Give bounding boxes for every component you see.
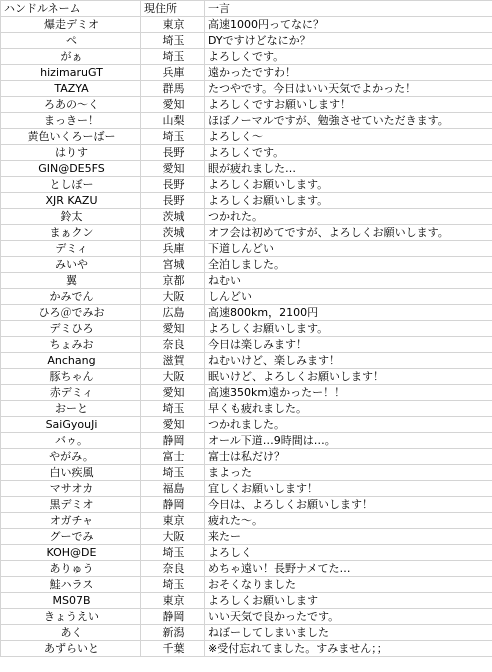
cell-residence[interactable]: 愛知 [141,321,205,337]
cell-comment[interactable]: ねむい [205,273,492,289]
cell-handle-name[interactable]: バゥ。 [1,433,141,449]
cell-residence[interactable]: 山梨 [141,113,205,129]
table-row [1,625,492,641]
cell-comment[interactable]: 眼が疲れました… [205,161,492,177]
cell-residence[interactable]: 東京 [141,593,205,609]
table-row [1,481,492,497]
cell-comment[interactable]: 宜しくお願いします！ [205,481,492,497]
cell-comment[interactable]: おそくなりました [205,577,492,593]
cell-comment[interactable]: ねむいけど、楽しみます！ [205,353,492,369]
cell-comment[interactable]: 今日は、よろしくお願いします！ [205,497,492,513]
table-row [1,65,492,81]
table-row [1,417,492,433]
table-row [1,641,492,657]
cell-comment[interactable]: 疲れた～。 [205,513,492,529]
cell-residence[interactable]: 京都 [141,273,205,289]
cell-handle-name[interactable]: MS07B [1,593,141,609]
cell-comment[interactable]: 富士は私だけ？ [205,449,492,465]
cell-residence[interactable]: 兵庫 [141,241,205,257]
cell-residence[interactable]: 千葉 [141,641,205,657]
cell-residence[interactable]: 奈良 [141,561,205,577]
cell-residence[interactable]: 大阪 [141,289,205,305]
cell-residence[interactable]: 大阪 [141,369,205,385]
cell-handle-name[interactable]: 翼 [1,273,141,289]
cell-comment[interactable]: よろしく～ [205,129,492,145]
cell-handle-name[interactable]: 白い疾風 [1,465,141,481]
cell-residence[interactable]: 茨城 [141,225,205,241]
cell-comment[interactable]: ねぼーしてしまいました [205,625,492,641]
cell-comment[interactable]: 高速350km遠かったー！！ [205,385,492,401]
cell-handle-name[interactable]: ちょみお [1,337,141,353]
cell-residence[interactable]: 兵庫 [141,65,205,81]
cell-residence[interactable]: 広島 [141,305,205,321]
table-row [1,513,492,529]
cell-handle-name[interactable]: デミィ [1,241,141,257]
cell-handle-name[interactable]: XJR KAZU [1,193,141,209]
table-row [1,369,492,385]
cell-handle-name[interactable]: オガチャ [1,513,141,529]
cell-residence[interactable]: 群馬 [141,81,205,97]
cell-residence[interactable]: 愛知 [141,97,205,113]
table-row [1,561,492,577]
cell-handle-name[interactable]: ひろ＠でみお [1,305,141,321]
table-row [1,385,492,401]
cell-residence[interactable]: 滋賀 [141,353,205,369]
cell-residence[interactable]: 長野 [141,193,205,209]
cell-comment[interactable]: よろしくです。 [205,49,492,65]
cell-residence[interactable]: 愛知 [141,385,205,401]
cell-comment[interactable]: 来たー [205,529,492,545]
cell-handle-name[interactable]: あずらいと [1,641,141,657]
cell-residence[interactable]: 東京 [141,513,205,529]
table-row [1,113,492,129]
cell-comment[interactable]: 高速1000円ってなに？ [205,17,492,33]
cell-comment[interactable]: オール下道…9時間は…。 [205,433,492,449]
cell-handle-name[interactable]: がぁ [1,49,141,65]
cell-comment[interactable]: よろしくお願いします [205,593,492,609]
table-row [1,177,492,193]
cell-handle-name[interactable]: グーでみ [1,529,141,545]
cell-comment[interactable]: しんどい [205,289,492,305]
cell-handle-name[interactable]: TAZYA [1,81,141,97]
cell-comment[interactable]: つかれました。 [205,417,492,433]
cell-residence[interactable]: 大阪 [141,529,205,545]
table-row [1,273,492,289]
cell-residence[interactable]: 埼玉 [141,465,205,481]
cell-residence[interactable]: 静岡 [141,609,205,625]
cell-residence[interactable]: 富士 [141,449,205,465]
table-row [1,577,492,593]
cell-handle-name[interactable]: ペ [1,33,141,49]
cell-handle-name[interactable]: まっきー！ [1,113,141,129]
cell-comment[interactable]: オフ会は初めてですが、よろしくお願いします。 [205,225,492,241]
table-row [1,161,492,177]
table-row [1,97,492,113]
cell-residence[interactable]: 愛知 [141,417,205,433]
table-row [1,289,492,305]
cell-handle-name[interactable]: GIN@DE5FS [1,161,141,177]
header-comment[interactable]: 一言 [205,1,492,17]
cell-residence[interactable]: 奈良 [141,337,205,353]
table-row [1,353,492,369]
cell-handle-name[interactable]: マサオカ [1,481,141,497]
cell-comment[interactable]: よろしくお願いします。 [205,193,492,209]
cell-handle-name[interactable]: 黒デミオ [1,497,141,513]
table-row [1,49,492,65]
cell-comment[interactable]: 全泊しました。 [205,257,492,273]
cell-residence[interactable]: 長野 [141,145,205,161]
cell-comment[interactable]: よろしく [205,545,492,561]
cell-comment[interactable]: DYですけどなにか？ [205,33,492,49]
cell-handle-name[interactable]: きょうえい [1,609,141,625]
header-handle-name[interactable]: ハンドルネーム [1,1,141,17]
header-residence[interactable]: 現住所 [141,1,205,17]
cell-handle-name[interactable]: hizimaruGT [1,65,141,81]
header-row [1,1,492,17]
table-row [1,529,492,545]
cell-comment[interactable]: まよった [205,465,492,481]
table-row [1,609,492,625]
cell-residence[interactable]: 静岡 [141,433,205,449]
cell-residence[interactable]: 宮城 [141,257,205,273]
cell-comment[interactable]: よろしくお願いします。 [205,321,492,337]
cell-handle-name[interactable]: デミひろ [1,321,141,337]
table-row [1,497,492,513]
cell-handle-name[interactable]: 鈴太 [1,209,141,225]
cell-handle-name[interactable]: 鮭ハラス [1,577,141,593]
table-row [1,193,492,209]
table-row [1,465,492,481]
cell-handle-name[interactable]: あく [1,625,141,641]
cell-comment[interactable]: よろしくお願いします。 [205,177,492,193]
cell-handle-name[interactable]: まぁクン [1,225,141,241]
table-row [1,321,492,337]
table-row [1,401,492,417]
cell-handle-name[interactable]: ろあの～く [1,97,141,113]
table-row [1,593,492,609]
cell-comment[interactable]: よろしくです。 [205,145,492,161]
cell-handle-name[interactable]: としぼー [1,177,141,193]
cell-comment[interactable]: 眠いけど、よろしくお願いします！ [205,369,492,385]
cell-handle-name[interactable]: はりす [1,145,141,161]
table-row [1,33,492,49]
cell-comment[interactable]: 高速800km，2100円 [205,305,492,321]
cell-residence[interactable]: 福島 [141,481,205,497]
table-row [1,225,492,241]
table-row [1,545,492,561]
cell-handle-name[interactable]: みいや [1,257,141,273]
table-row [1,209,492,225]
cell-comment[interactable]: たつやです。今日はいい天気でよかった！ [205,81,492,97]
cell-residence[interactable]: 静岡 [141,497,205,513]
cell-residence[interactable]: 埼玉 [141,401,205,417]
cell-comment[interactable]: 早くも疲れました。 [205,401,492,417]
table-row [1,257,492,273]
cell-handle-name[interactable]: SaiGyouJi [1,417,141,433]
cell-residence[interactable]: 埼玉 [141,49,205,65]
cell-handle-name[interactable]: かみでん [1,289,141,305]
cell-residence[interactable]: 長野 [141,177,205,193]
cell-handle-name[interactable]: 爆走デミオ [1,17,141,33]
table-row [1,81,492,97]
cell-comment[interactable]: めちゃ遠い！長野ナメてた… [205,561,492,577]
cell-handle-name[interactable]: おーと [1,401,141,417]
table-row [1,17,492,33]
cell-comment[interactable]: 今日は楽しみます！ [205,337,492,353]
cell-comment[interactable]: よろしくですお願いします！ [205,97,492,113]
table-row [1,305,492,321]
table-row [1,241,492,257]
table-row [1,145,492,161]
cell-residence[interactable]: 愛知 [141,161,205,177]
cell-handle-name[interactable]: KOH@DE [1,545,141,561]
cell-comment[interactable]: ※受付忘れてました。すみません；； [205,641,492,657]
cell-residence[interactable]: 東京 [141,17,205,33]
cell-comment[interactable]: ほぼノーマルですが、勉強させていただきます。 [205,113,492,129]
table-row [1,129,492,145]
cell-handle-name[interactable]: 黄色いくろーばー [1,129,141,145]
cell-handle-name[interactable]: ありゅう [1,561,141,577]
cell-handle-name[interactable]: Anchang [1,353,141,369]
cell-handle-name[interactable]: 豚ちゃん [1,369,141,385]
cell-residence[interactable]: 埼玉 [141,545,205,561]
cell-residence[interactable]: 埼玉 [141,577,205,593]
table-body [1,1,492,657]
cell-residence[interactable]: 茨城 [141,209,205,225]
table-row [1,433,492,449]
cell-handle-name[interactable]: 赤デミィ [1,385,141,401]
cell-comment[interactable]: 下道しんどい [205,241,492,257]
table-row [1,449,492,465]
cell-comment[interactable]: つかれた。 [205,209,492,225]
cell-comment[interactable]: 遠かったですわ！ [205,65,492,81]
cell-comment[interactable]: いい天気で良かったです。 [205,609,492,625]
table-row [1,337,492,353]
cell-residence[interactable]: 新潟 [141,625,205,641]
cell-residence[interactable]: 埼玉 [141,33,205,49]
cell-residence[interactable]: 埼玉 [141,129,205,145]
cell-handle-name[interactable]: やがみ。 [1,449,141,465]
